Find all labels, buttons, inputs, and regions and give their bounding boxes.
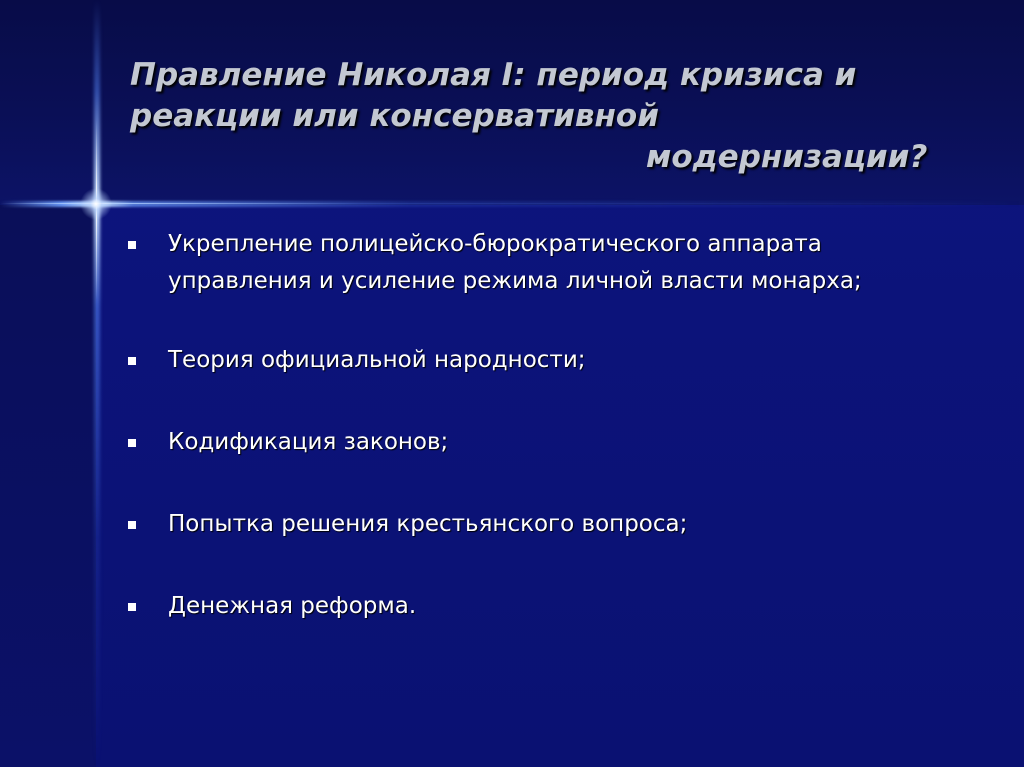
bullet-text [168,424,988,461]
bullet-line: управления и усиление режима личной власти монарха; [168,268,862,294]
square-bullet-icon [128,357,136,365]
title-line-2: реакции или консервативной [130,98,659,134]
bullet-line: Теория официальной народности; [168,347,586,373]
bullet-line: Кодификация законов; [168,429,449,455]
title-line-1: Правление Николая I: период кризиса и [130,57,857,93]
bullet-item-codification [128,424,988,461]
bullet-text [168,342,988,379]
square-bullet-icon [128,603,136,611]
horizontal-glow-line [0,201,1024,207]
slide-title [130,55,930,178]
bullet-item-police-bureaucracy [128,226,988,300]
square-bullet-icon [128,439,136,447]
bullet-line: Укрепление полицейско-бюрократического аппарата [168,231,822,257]
bullet-line: Денежная реформа. [168,593,417,619]
bullet-text [168,506,988,543]
bullet-item-official-nationality [128,342,988,379]
square-bullet-icon [128,241,136,249]
vertical-glow-line [94,0,100,767]
horizontal-glow-core [0,203,1024,204]
square-bullet-icon [128,521,136,529]
bullet-text [168,588,988,625]
bullet-item-monetary-reform [128,588,988,625]
title-line-3: модернизации? [646,139,928,175]
bullet-line: Попытка решения крестьянского вопроса; [168,511,688,537]
sparkle-star-icon [80,188,112,220]
bullet-item-peasant-question [128,506,988,543]
bullet-text [168,226,988,300]
